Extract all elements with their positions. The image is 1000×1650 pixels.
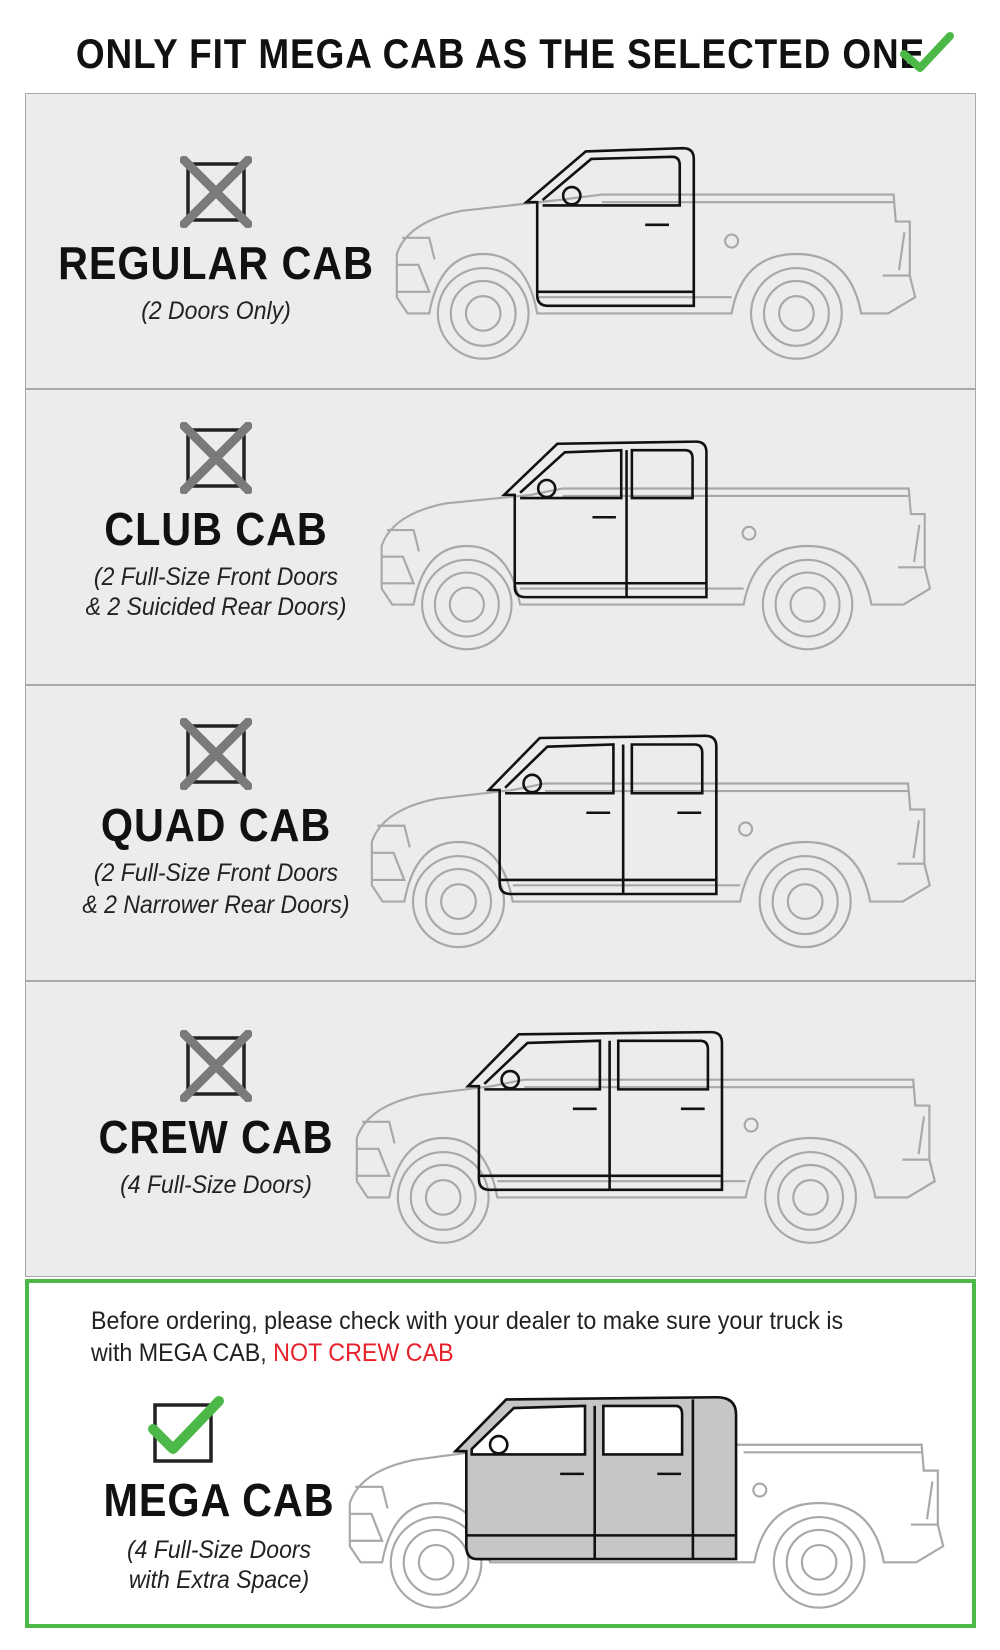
cab-description-line1: (2 Full-Size Front Doors: [93, 563, 339, 591]
cab-description-line1: (4 Full-Size Doors: [126, 1536, 312, 1564]
cab-panel-club: [25, 389, 976, 685]
cab-name: MEGA CAB: [103, 1474, 335, 1526]
cab-name: QUAD CAB: [100, 799, 332, 851]
x-box-icon: [180, 1030, 252, 1102]
x-box-icon: [180, 422, 252, 494]
cab-name: REGULAR CAB: [58, 237, 374, 289]
cab-panel-crew: [25, 981, 976, 1277]
dealer-note-line2: [91, 1337, 872, 1369]
club-cab-truck-illustration: [371, 426, 946, 666]
check-box-icon: [147, 1393, 227, 1465]
dealer-note-line1: Before ordering, please check with your dealer to make sure your truck is: [91, 1307, 844, 1335]
x-box-icon: [180, 156, 252, 228]
green-check-icon: [898, 28, 956, 76]
cab-panel-mega-selected: [25, 1279, 976, 1628]
quad-cab-truck-illustration: [361, 722, 946, 962]
dealer-note-text: with MEGA CAB,: [91, 1339, 274, 1367]
crew-cab-truck-illustration: [346, 1018, 951, 1258]
x-box-icon: [180, 718, 252, 790]
cab-description-line2: with Extra Space): [128, 1566, 310, 1594]
mega-cab-truck-illustration: [339, 1383, 954, 1623]
page-title: ONLY FIT MEGA CAB AS THE SELECTED ONE: [75, 30, 925, 77]
not-crew-cab-warning: NOT CREW CAB: [273, 1339, 454, 1367]
cab-description: (4 Full-Size Doors): [120, 1171, 312, 1199]
regular-cab-truck-illustration: [386, 134, 926, 374]
cab-panel-quad: [25, 685, 976, 981]
cab-description-line2: & 2 Suicided Rear Doors): [85, 593, 347, 621]
dealer-note: [91, 1305, 872, 1369]
cab-description: (2 Doors Only): [141, 297, 291, 325]
cab-panel-regular: [25, 93, 976, 389]
cab-description-line1: (2 Full-Size Front Doors: [93, 859, 339, 887]
cab-name: CREW CAB: [98, 1111, 334, 1163]
cab-name: CLUB CAB: [104, 503, 328, 555]
cab-description-line2: & 2 Narrower Rear Doors): [82, 891, 350, 919]
header: [0, 22, 1000, 86]
